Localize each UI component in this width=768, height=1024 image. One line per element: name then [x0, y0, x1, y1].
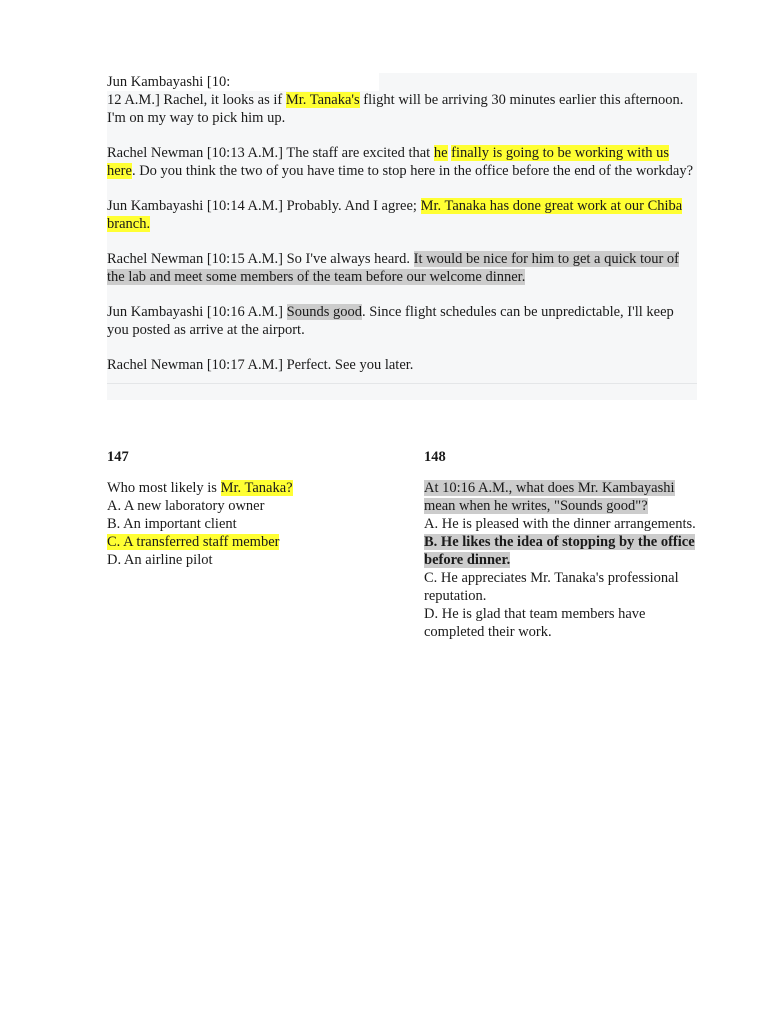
chat-footer	[107, 374, 697, 400]
message-text: flight will be arriving 30 minutes earlier this afternoon. I'm on my way to pick him up.	[107, 92, 684, 126]
message-text: . Do you think the two of you have time to stop here in the office before the end of the workday?	[131, 163, 693, 179]
question-stem-text: Who most likely is	[107, 480, 221, 496]
chat-message	[107, 303, 697, 339]
highlight-gray: It would be nice for him to get a quick tour of the lab and meet some members of the team before our welcome dinner.	[107, 251, 680, 285]
chat-message	[107, 73, 697, 127]
question-147	[107, 448, 397, 569]
highlight-yellow: Mr. Tanaka's	[285, 92, 360, 108]
highlight-yellow: finally is going to be working with us here	[107, 145, 670, 179]
divider	[107, 383, 697, 384]
chat-message	[107, 197, 697, 233]
option-c	[107, 533, 397, 551]
chat-message	[107, 144, 697, 180]
highlight-gray: Sounds good	[286, 304, 362, 320]
question-stem-highlight: At 10:16 A.M., what does Mr. Kambayashi mean when he writes, "Sounds good"?	[424, 480, 675, 514]
message-text: Rachel Newman [10:15 A.M.] So I've always heard.	[107, 251, 414, 267]
message-text: Jun Kambayashi [10:	[107, 74, 231, 90]
message-text: 12 A.M.] Rachel, it looks as if	[107, 92, 286, 108]
highlighted-name: Mr. Tanaka?	[220, 480, 293, 496]
chat-message	[107, 250, 697, 286]
message-text: Jun Kambayashi [10:16 A.M.]	[107, 304, 287, 320]
question-148	[424, 448, 704, 641]
question-stem	[107, 479, 397, 497]
option-a: A. A new laboratory owner	[107, 498, 265, 514]
option-b-highlight: B. He likes the idea of stopping by the office before dinner.	[424, 534, 695, 568]
option-d: D. He is glad that team members have completed their work.	[424, 606, 646, 640]
chat-messages	[107, 73, 697, 374]
chat-transcript	[107, 73, 697, 400]
option-b: B. An important client	[107, 516, 237, 532]
chat-message	[107, 356, 697, 374]
option-b	[424, 533, 704, 569]
message-text: Rachel Newman [10:13 A.M.] The staff are excited that	[107, 145, 434, 161]
option-a: A. He is pleased with the dinner arrangements.	[424, 516, 696, 532]
option-c-highlight: C. A transferred staff member	[107, 534, 280, 550]
question-number: 147	[107, 449, 129, 465]
message-text: Rachel Newman [10:17 A.M.] Perfect. See you later.	[107, 357, 414, 373]
message-text: . Since flight schedules can be unpredictable, I'll keep you posted as arrive at the airport.	[107, 304, 674, 338]
option-d: D. An airline pilot	[107, 552, 213, 568]
message-text: Jun Kambayashi [10:14 A.M.] Probably. And I agree;	[107, 198, 421, 214]
question-number: 148	[424, 449, 446, 465]
highlight-yellow: he	[433, 145, 448, 161]
question-stem	[424, 479, 704, 515]
highlight-yellow: Mr. Tanaka has done great work at our Chiba branch.	[107, 198, 683, 232]
option-c: C. He appreciates Mr. Tanaka's professional reputation.	[424, 570, 679, 604]
